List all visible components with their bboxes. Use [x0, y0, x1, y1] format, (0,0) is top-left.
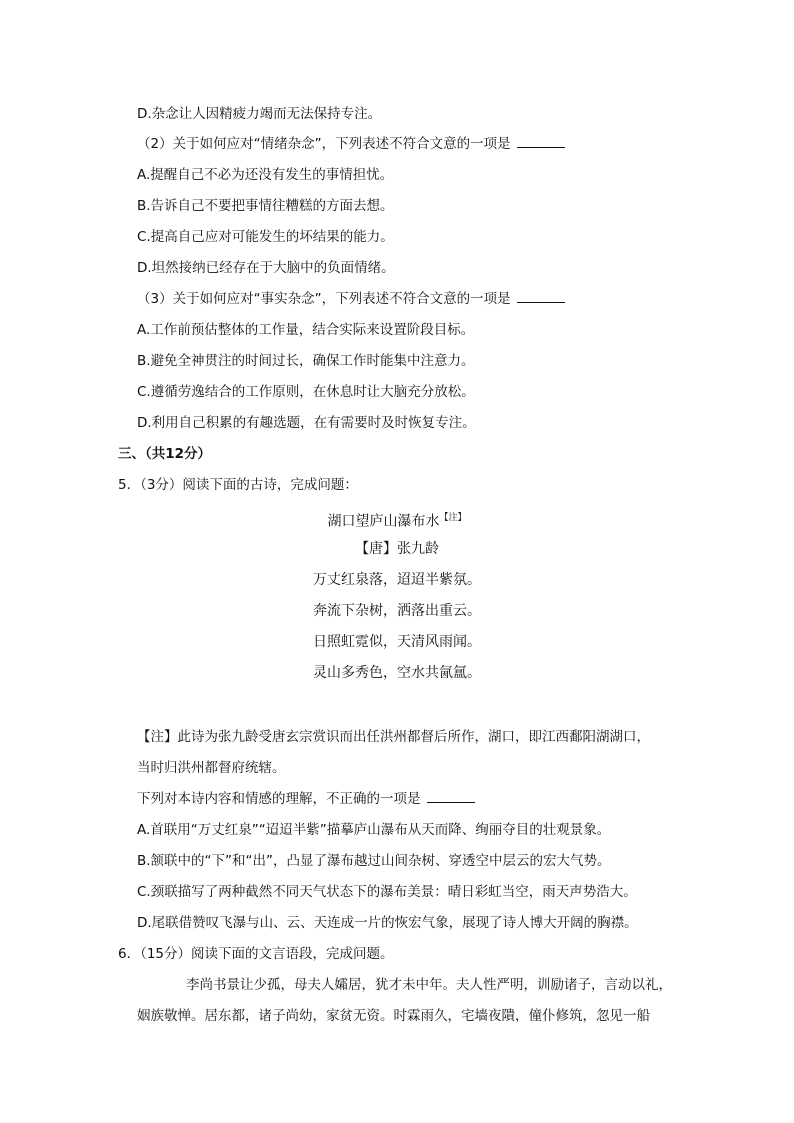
section-heading: 三、（共12分） [118, 446, 212, 462]
question-5-text [137, 789, 475, 809]
passage-line-1: 李尚书景让少孤，母夫人孀居，犹才未中年。夫人性严明，训励诸子，言动以礼， [186, 977, 672, 993]
question-2 [137, 134, 565, 154]
question-3 [137, 289, 565, 309]
question-2-text: （2）关于如何应对“情绪杂念”，下列表述不符合文意的一项是 [137, 136, 511, 152]
poem-line-3: 日照虹霓似，天清风雨闻。 [313, 634, 481, 650]
title-note-mark: 【注】 [439, 513, 467, 523]
question-6-prompt: 6．（15分）阅读下面的文言语段，完成问题。 [118, 946, 394, 962]
option-b-3: B.避免全神贯注的时间过长，确保工作时能集中注意力。 [137, 353, 475, 369]
option-a-5: A.首联用“万丈红泉”“迢迢半紫”描摹庐山瀑布从天而降、绚丽夺目的壮观景象。 [137, 822, 611, 838]
poem-line-4: 灵山多秀色，空水共氤氲。 [313, 665, 481, 681]
poem-line-2: 奔流下杂树，洒落出重云。 [313, 603, 481, 619]
poem-title [0, 508, 794, 532]
option-c-5: C.颈联描写了两种截然不同天气状态下的瀑布美景：晴日彩虹当空，雨天声势浩大。 [137, 884, 637, 900]
poem-title-text: 湖口望庐山瀑布水 [327, 513, 440, 530]
option-c-2: C.提高自己应对可能发生的坏结果的能力。 [137, 229, 394, 245]
option-d-2: D.坦然接纳已经存在于大脑中的负面情绪。 [137, 260, 395, 276]
option-d-3: D.利用自己积累的有趣选题，在有需要时及时恢复专注。 [137, 415, 476, 431]
answer-blank[interactable] [517, 135, 565, 148]
option-b-2: B.告诉自己不要把事情往糟糕的方面去想。 [137, 198, 394, 214]
question-5-prompt: 5．（3分）阅读下面的古诗，完成问题： [118, 477, 358, 493]
option-b-5: B.颔联中的“下”和“出”，凸显了瀑布越过山间杂树、穿透空中层云的宏大气势。 [137, 853, 611, 869]
poem-note-1: 【注】此诗为张九龄受唐玄宗赏识而出任洪州都督后所作，湖口，即江西鄱阳湖湖口， [137, 729, 650, 745]
poem-author: 【唐】张九龄 [355, 541, 439, 557]
option-a-3: A.工作前预估整体的工作量，结合实际来设置阶段目标。 [137, 322, 475, 338]
answer-blank[interactable] [517, 290, 565, 303]
passage-line-2: 姻族敬惮。居东都，诸子尚幼，家贫无资。时霖雨久，宅墙夜隤，僮仆修筑，忽见一船 [137, 1008, 650, 1024]
option-d-5: D.尾联借赞叹飞瀑与山、云、天连成一片的恢宏气象，展现了诗人博大开阔的胸襟。 [137, 915, 638, 931]
answer-blank[interactable] [427, 790, 475, 803]
option-d-1: D.杂念让人因精疲力竭而无法保持专注。 [137, 106, 382, 122]
question-3-text: （3）关于如何应对“事实杂念”，下列表述不符合文意的一项是 [137, 291, 511, 307]
question-5-stem: 下列对本诗内容和情感的理解，不正确的一项是 [137, 791, 421, 807]
poem-note-2: 当时归洪州都督府统辖。 [137, 760, 286, 776]
poem-line-1: 万丈红泉落，迢迢半紫氛。 [313, 572, 481, 588]
option-a-2: A.提醒自己不必为还没有发生的事情担忧。 [137, 167, 394, 183]
option-c-3: C.遵循劳逸结合的工作原则，在休息时让大脑充分放松。 [137, 384, 475, 400]
